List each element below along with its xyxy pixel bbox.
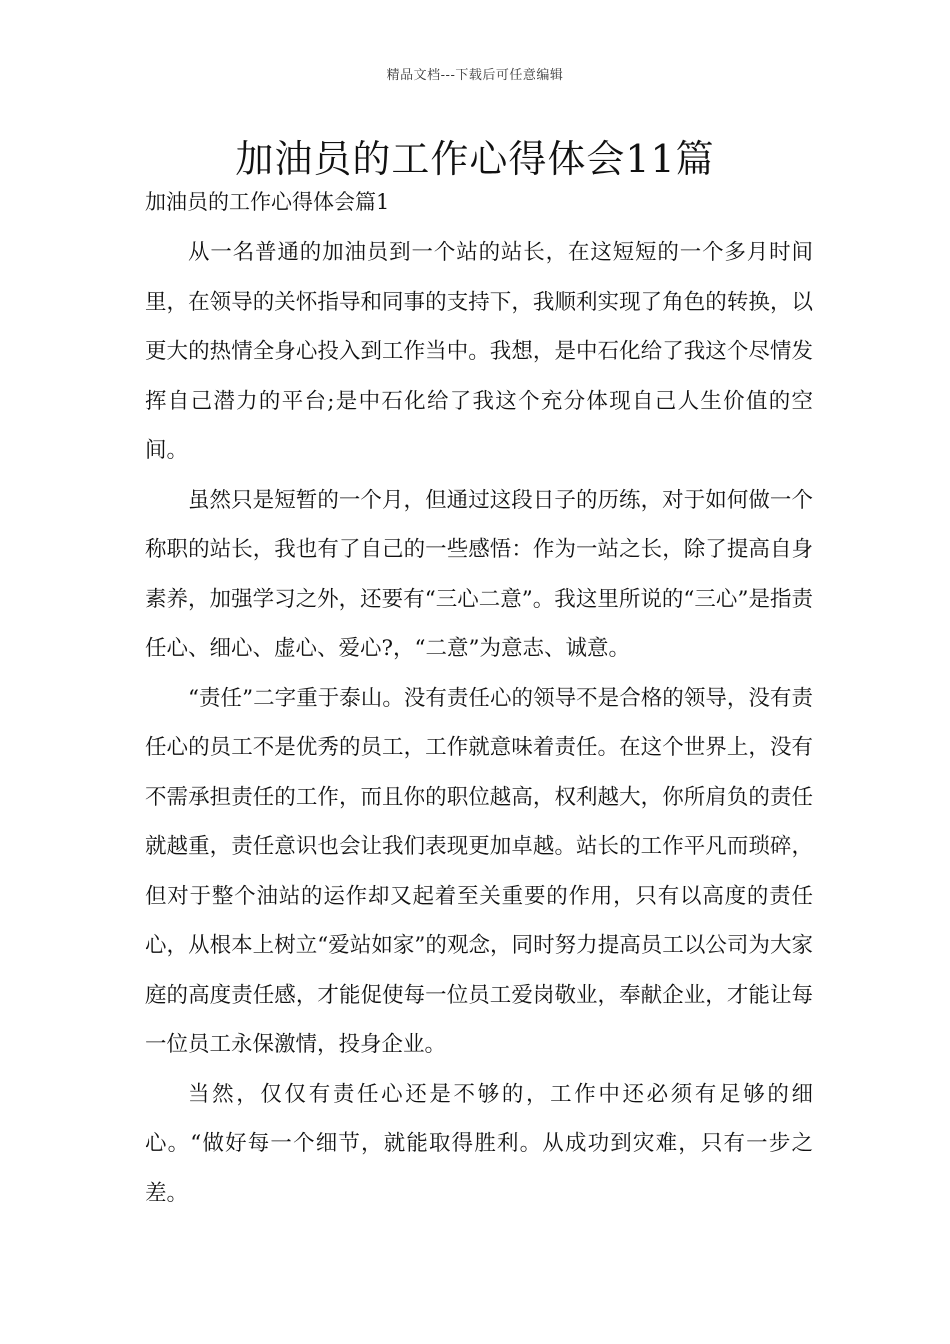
paragraph: 当然，仅仅有责任心还是不够的，工作中还必须有足够的细心。“做好每一个细节，就能取得胜利。从成功到灾难，只有一步之差。 [145,1081,813,1206]
document-body [145,228,813,1218]
paragraph: 虽然只是短暂的一个月，但通过这段日子的历练，对于如何做一个称职的站长，我也有了自己的一些感悟：作为一站之长，除了提高自身素养，加强学习之外，还要有“三心二意”。我这里所说的“三心”是指责任心、细心、虚心、爱心?，“二意”为意志、诚意。 [145,487,813,661]
section-heading: 加油员的工作心得体会篇1 [145,190,390,214]
header-note: 精品文档---下载后可任意编辑 [386,68,564,83]
paragraph: 从一名普通的加油员到一个站的站长，在这短短的一个多月时间里，在领导的关怀指导和同事的支持下，我顺利实现了角色的转换，以更大的热情全身心投入到工作当中。我想，是中石化给了我这个尽情发挥自己潜力的平台;是中石化给了我这个充分体现自己人生价值的空间。 [145,240,813,463]
document-title: 加油员的工作心得体会11篇 [235,137,715,181]
paragraph: “责任”二字重于泰山。没有责任心的领导不是合格的领导，没有责任心的员工不是优秀的员工，工作就意味着责任。在这个世界上，没有不需承担责任的工作，而且你的职位越高，权利越大，你所肩负的责任就越重，责任意识也会让我们表现更加卓越。站长的工作平凡而琐碎，但对于整个油站的运作却又起着至关重要的作用，只有以高度的责任心，从根本上树立“爱站如家”的观念，同时努力提高员工以公司为大家庭的高度责任感，才能促使每一位员工爱岗敬业，奉献企业，才能让每一位员工永保激情，投身企业。 [145,685,813,1057]
